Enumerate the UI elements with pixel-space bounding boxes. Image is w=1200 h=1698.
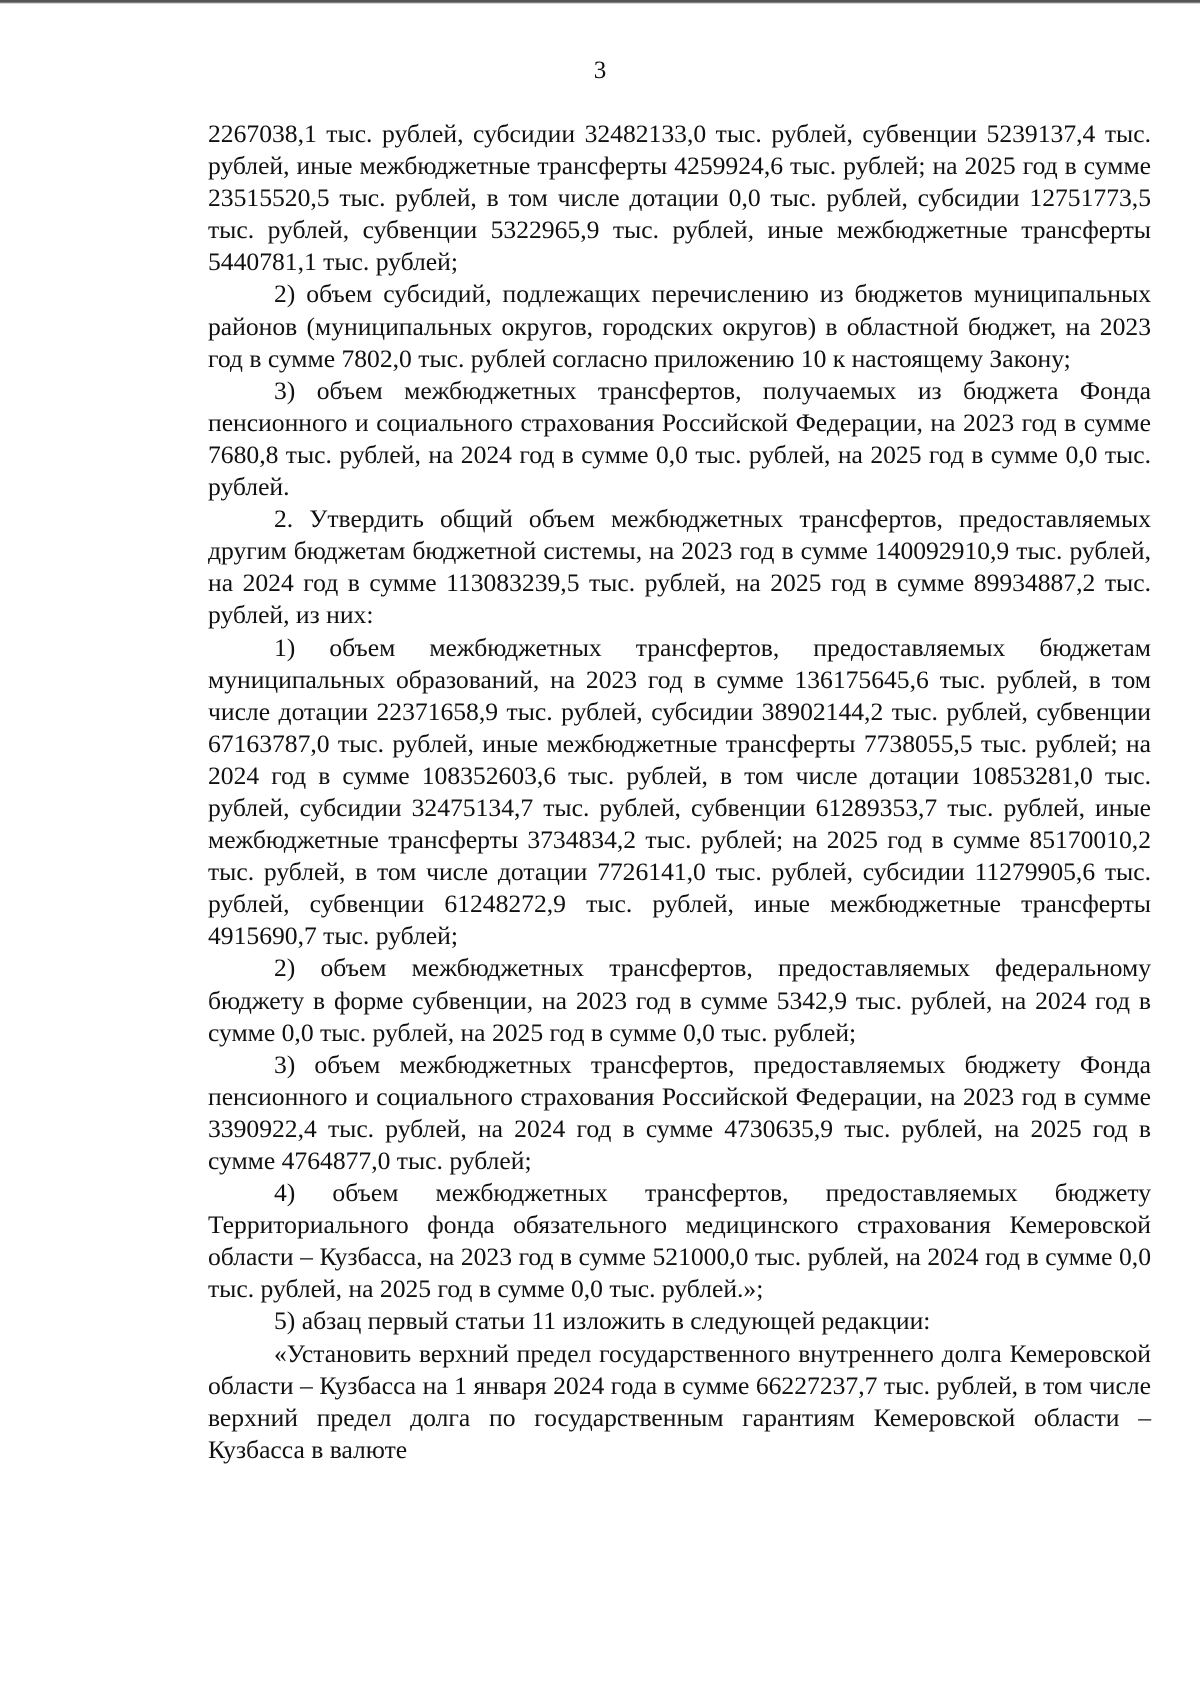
paragraph-continuation: 2267038,1 тыс. рублей, субсидии 32482133,0 тыс. рублей, субвенции 5239137,4 тыс. рублей, иные межбюджетные трансферты 4259924,6 тыс. рублей; на 2025 год в сумме 23515520,5 тыс. рублей, в том числе дотации 0,0 тыс. рублей, субсидии 12751773,5 тыс. рублей, субвенции 5322965,9 тыс. рублей, иные межбюджетные трансферты 5440781,1 тыс. рублей; — [208, 119, 1151, 277]
paragraph-section-2-item-1: 1) объем межбюджетных трансфертов, предоставляемых бюджетам муниципальных образований, на 2023 год в сумме 136175645,6 тыс. рублей, в том числе дотации 22371658,9 тыс. рублей, субсидии 38902144,2 тыс. рублей, субвенции 67163787,0 тыс. рублей, иные межбюджетные трансферты 7738055,5 тыс. рублей; на 2024 год в сумме 108352603,6 тыс. рублей, в том числе дотации 10853281,0 тыс. рублей, субсидии 32475134,7 тыс. рублей, субвенции 61289353,7 тыс. рублей, иные межбюджетные трансферты 3734834,2 тыс. рублей; на 2025 год в сумме 85170010,2 тыс. рублей, в том числе дотации 7726141,0 тыс. рублей, субсидии 11279905,6 тыс. рублей, субвенции 61248272,9 тыс. рублей, иные межбюджетные трансферты 4915690,7 тыс. рублей; — [208, 632, 1151, 951]
page-number: 3 — [593, 57, 607, 84]
paragraph-section-2: 2. Утвердить общий объем межбюджетных трансфертов, предоставляемых другим бюджетам бюджетной системы, на 2023 год в сумме 140092910,9 тыс. рублей, на 2024 год в сумме 113083239,5 тыс. рублей, на 2025 год в сумме 89934887,2 тыс. рублей, из них: — [208, 504, 1151, 630]
scan-top-edge — [0, 0, 1200, 4]
paragraph-item-3-pension-fund: 3) объем межбюджетных трансфертов, получаемых из бюджета Фонда пенсионного и социального страхования Российской Федерации, на 2023 год в сумме 7680,8 тыс. рублей, на 2024 год в сумме 0,0 тыс. рублей, на 2025 год в сумме 0,0 тыс. рублей. — [208, 375, 1151, 502]
paragraph-debt-limit-quote: «Установить верхний предел государственного внутреннего долга Кемеровской области – Кузбасса на 1 января 2024 года в сумме 66227237,7 тыс. рублей, в том числе верхний предел долга по государственным гарантиям Кемеровской области – Кузбасса в валюте — [208, 1338, 1151, 1464]
paragraph-section-2-item-4: 4) объем межбюджетных трансфертов, предоставляемых бюджету Территориального фонда обязательного медицинского страхования Кемеровской области – Кузбасса, на 2023 год в сумме 521000,0 тыс. рублей, на 2024 год в сумме 0,0 тыс. рублей, на 2025 год в сумме 0,0 тыс. рублей.»; — [208, 1178, 1151, 1304]
paragraph-item-5-article-11: 5) абзац первый статьи 11 изложить в следующей редакции: — [274, 1306, 931, 1336]
paragraph-section-2-item-3: 3) объем межбюджетных трансфертов, предоставляемых бюджету Фонда пенсионного и социального страхования Российской Федерации, на 2023 год в сумме 3390922,4 тыс. рублей, на 2024 год в сумме 4730635,9 тыс. рублей, на 2025 год в сумме 4764877,0 тыс. рублей; — [208, 1049, 1151, 1175]
paragraph-section-2-item-2: 2) объем межбюджетных трансфертов, предоставляемых федеральному бюджету в форме субвенции, на 2023 год в сумме 5342,9 тыс. рублей, на 2024 год в сумме 0,0 тыс. рублей, на 2025 год в сумме 0,0 тыс. рублей; — [208, 953, 1151, 1047]
paragraph-item-2-subsidies: 2) объем субсидий, подлежащих перечислению из бюджетов муниципальных районов (муниципальных округов, городских округов) в областной бюджет, на 2023 год в сумме 7802,0 тыс. рублей согласно приложению 10 к настоящему Закону; — [208, 279, 1151, 373]
document-body — [208, 118, 1151, 1466]
